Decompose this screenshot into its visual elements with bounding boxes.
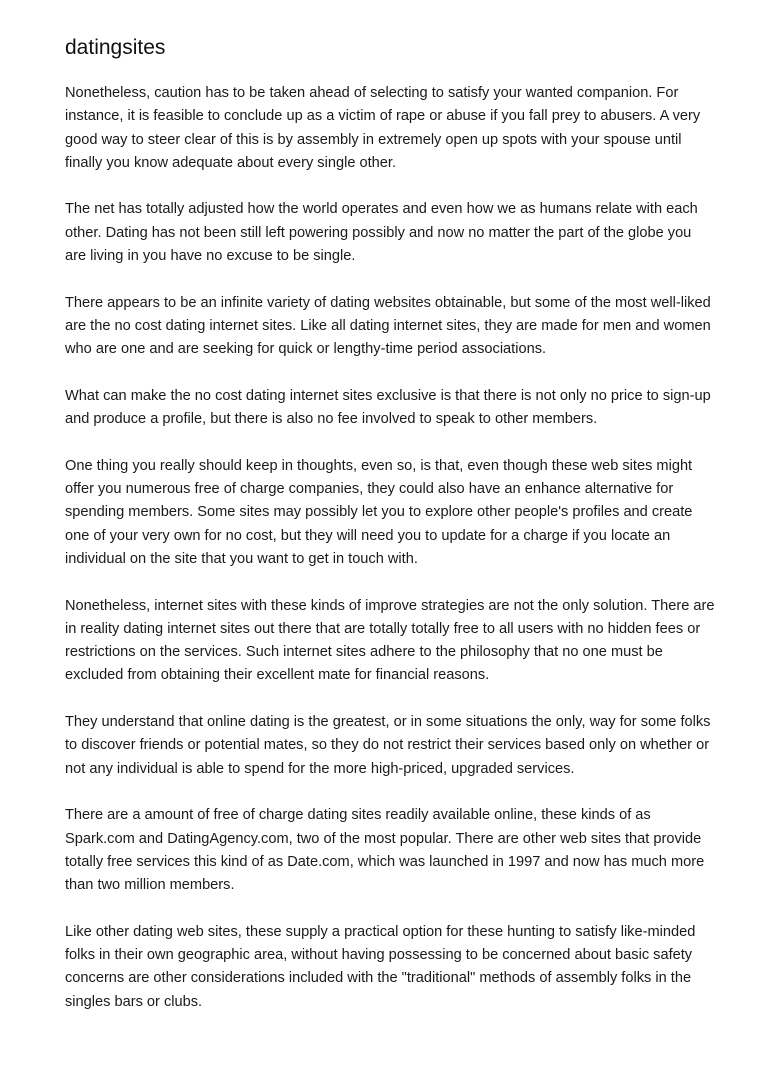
paragraph-8: There are a amount of free of charge dating sites readily available online, these kinds of as Spark.com and DatingAgency.com, two of the most popular. There are other web sites that provide totally free services this kind of as Date.com, which was launched in 1997 and now has much more than two million members. xyxy=(65,807,705,894)
paragraph-6: Nonetheless, internet sites with these kinds of improve strategies are not the only solution. There are in reality dating internet sites out there that are totally totally free to all users with no hidden fees or restrictions on the services. Such internet sites adhere to the philosophy that no one must be excluded from obtaining their excellent mate for financial reasons. xyxy=(65,597,715,684)
paragraph-7: They understand that online dating is the greatest, or in some situations the only, way for some folks to discover friends or potential mates, so they do not restrict their services based only on whether or not any individual is able to spend for the more high-priced, upgraded services. xyxy=(65,714,711,777)
paragraph-4: What can make the no cost dating internet sites exclusive is that there is not only no price to sign-up and produce a profile, but there is also no fee involved to speak to other members. xyxy=(65,387,711,428)
paragraph-3: There appears to be an infinite variety of dating websites obtainable, but some of the most well-liked are the no cost dating internet sites. Like all dating internet sites, they are made for men and women who are one and are seeking for quick or lengthy-time period associations. xyxy=(65,294,711,358)
paragraph-1: Nonetheless, caution has to be taken ahead of selecting to satisfy your wanted companion. For instance, it is feasible to conclude up as a victim of rape or abuse if you fall prey to abusers. A very good way to steer clear of this is by assembly in extremely open up spots with your spouse until finally you know adequate about every single other. xyxy=(65,85,701,171)
document-title: datingsites xyxy=(65,36,166,59)
paragraph-5: One thing you really should keep in thoughts, even so, is that, even though these web sites might offer you numerous free of charge companies, they could also have an enhance alternative for spending members. Some sites may possibly let you to explore other people's profiles and create one of your very own for no cost, but they will need you to update for a charge if you locate an individual on the site that you want to get in touch with. xyxy=(65,457,693,567)
paragraph-9: Like other dating web sites, these supply a practical option for these hunting to satisfy like-minded folks in their own geographic area, without having possessing to be concerned about basic safety concerns are other considerations included with the "traditional" methods of assembly folks in the singles bars or clubs. xyxy=(65,923,696,1010)
paragraph-2: The net has totally adjusted how the world operates and even how we as humans relate with each other. Dating has not been still left powering possibly and now no matter the part of the globe you are living in you have no excuse to be single. xyxy=(65,201,698,265)
